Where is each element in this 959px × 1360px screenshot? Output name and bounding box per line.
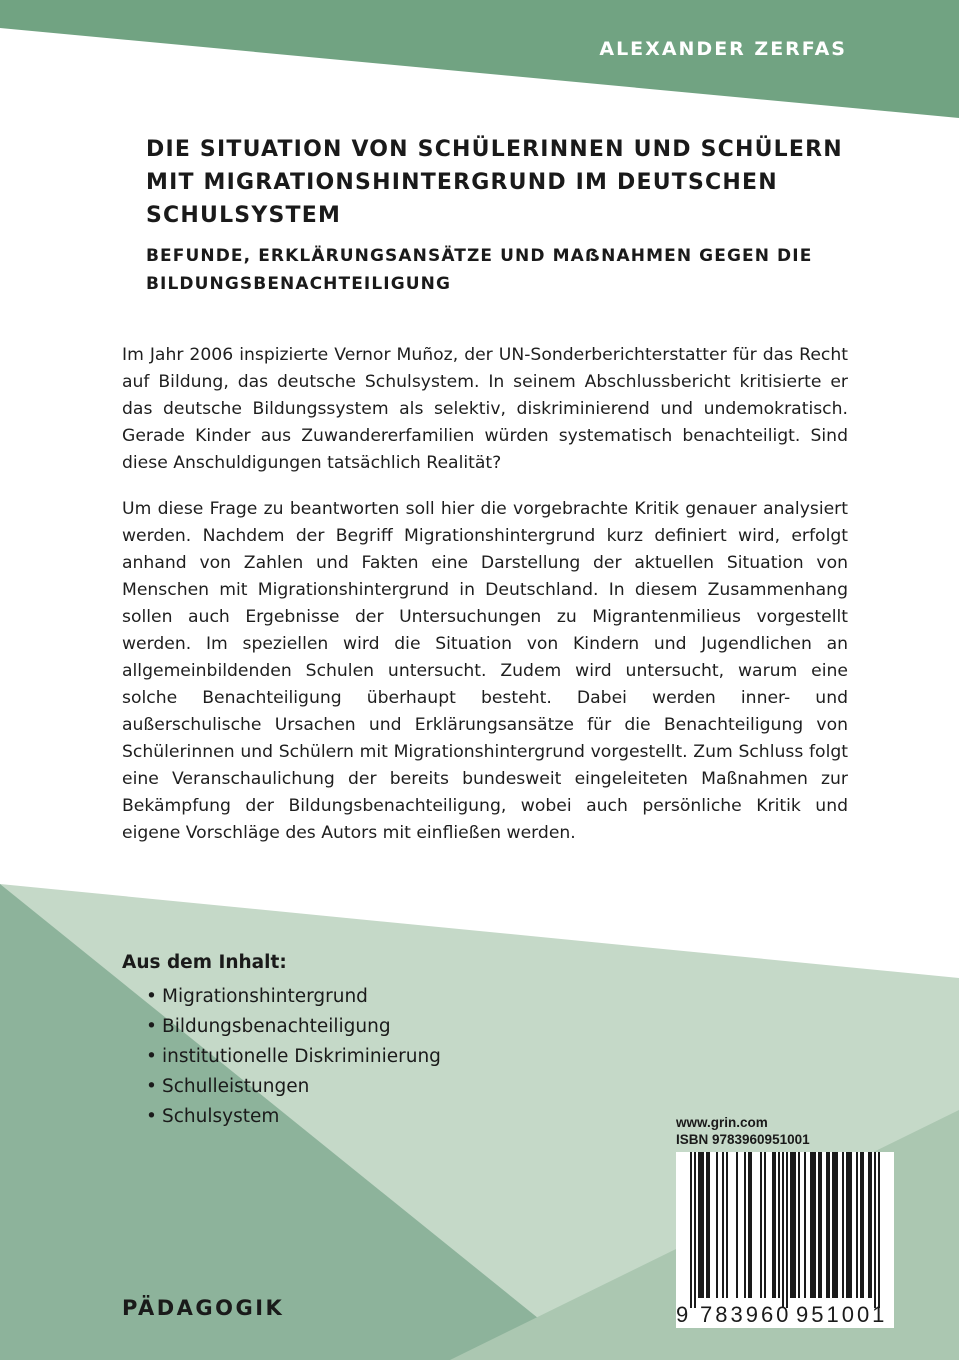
barcode-bar [744,1152,746,1298]
barcode-bar [694,1152,696,1308]
barcode-bars [690,1152,880,1308]
contents-item: • Schulsystem [146,1102,441,1132]
contents-list [122,948,441,1132]
blurb-paragraph-1: Im Jahr 2006 inspizierte Vernor Muñoz, der UN-Sonderberichterstatter für das Recht auf Bildung, das deutsche Schulsystem. In seinem Abschlussbericht kritisierte er das deutsche Bildungssystem als selektiv, diskriminierend und undemokratisch. Gerade Kinder aus Zuwandererfamilien würden systematisch benachteiligt. Sind diese Anschuldigungen tatsächlich Realität? [122,345,848,473]
category-label: PÄDAGOGIK [122,1296,285,1320]
barcode-bar [814,1152,816,1298]
barcode-bar [842,1152,844,1298]
barcode-bar [862,1152,864,1298]
contents-item: • Schulleistungen [146,1072,441,1102]
barcode-digit-group-2: 783960 [700,1302,792,1327]
barcode-bar [764,1152,766,1298]
barcode-bar [878,1152,880,1308]
barcode-bar [690,1152,692,1308]
contents-item: • institutionelle Diskriminierung [146,1042,441,1072]
barcode-bar [726,1152,728,1298]
barcode-bar [782,1152,784,1308]
barcode-bar [772,1152,774,1298]
barcode-bar [868,1152,870,1298]
barcode-block [676,1114,894,1328]
barcode-bar [794,1152,796,1298]
barcode-bar [700,1152,702,1298]
contents-item: • Bildungsbenachteiligung [146,1012,441,1042]
barcode-bar [870,1152,872,1298]
barcode-bar [750,1152,752,1298]
barcode-bar [748,1152,750,1298]
barcode-bar [760,1152,762,1298]
barcode-bar [874,1152,876,1308]
barcode-bar [828,1152,830,1298]
barcode-bar [792,1152,794,1298]
description-blurb [122,342,848,866]
barcode-digit-group-3: 951001 [796,1302,888,1327]
barcode-bar [716,1152,718,1298]
barcode-bar [826,1152,828,1298]
barcode-bar [818,1152,820,1298]
barcode-bar [804,1152,806,1298]
barcode-bar [778,1152,780,1298]
barcode-bar [850,1152,852,1298]
author-name: ALEXANDER ZERFAS [599,38,847,60]
barcode-bar [836,1152,838,1298]
contents-item: • Migrationshintergrund [146,982,441,1012]
barcode-bar [774,1152,776,1298]
book-title: DIE SITUATION VON SCHÜLERINNEN UND SCHÜLERN MIT MIGRATIONSHINTERGRUND IM DEUTSCHEN SCHULSYSTEM [146,137,843,228]
barcode-bar [848,1152,850,1298]
contents-heading: Aus dem Inhalt: [122,952,287,973]
isbn-barcode [676,1152,894,1328]
barcode-bar [698,1152,700,1298]
book-subtitle: BEFUNDE, ERKLÄRUNGSANSÄTZE UND MAẞNAHMEN GEGEN DIE BILDUNGSBENACHTEILIGUNG [146,246,813,294]
barcode-bar [736,1152,738,1298]
barcode-digit-group-1: 9 [676,1302,689,1327]
barcode-bar [786,1152,788,1308]
publisher-url: www.grin.com [676,1115,768,1130]
barcode-bar [722,1152,724,1298]
barcode-bar [832,1152,834,1298]
blurb-paragraph-2: Um diese Frage zu beantworten soll hier die vorgebrachte Kritik genauer analysiert werden. Nachdem der Begriff Migrationshintergrund kurz definiert wird, erfolgt anhand von Zahlen und Fakten eine Darstellung der aktuellen Situation von Menschen mit Migrationshintergrund in Deutschland. In diesem Zusammenhang sollen auch Ergebnisse der Untersuchungen zu Migrantenmilieus vorgestellt werden. Im speziellen wird die Situation von Kindern und Jugendlichen an allgemeinbildenden Schulen untersucht. Zudem wird untersucht, warum eine solche Benachteiligung überhaupt besteht. Dabei werden inner- und außerschulische Ursachen und Erklärungsansätze für die Benachteiligung von Schülerinnen und Schülern mit Migrationshintergrund vorgestellt. Zum Schluss folgt eine Veranschaulichung der bereits bundesweit eingeleiteten Maßnahmen zur Bekämpfung der Bildungsbenachteiligung, wobei auch persönliche Kritik und eigene Vorschläge des Autors mit einfließen werden. [122,499,848,843]
barcode-bar [798,1152,800,1298]
barcode-bar [856,1152,858,1298]
barcode-bar [846,1152,848,1298]
barcode-bar [820,1152,822,1298]
barcode-bar [702,1152,704,1298]
barcode-bar [812,1152,814,1298]
barcode-bar [706,1152,708,1298]
barcode-bar [790,1152,792,1298]
barcode-bar [834,1152,836,1298]
barcode-bar [708,1152,710,1298]
barcode-bar [810,1152,812,1298]
barcode-bar [860,1152,862,1298]
isbn-label: ISBN 9783960951001 [676,1132,810,1147]
